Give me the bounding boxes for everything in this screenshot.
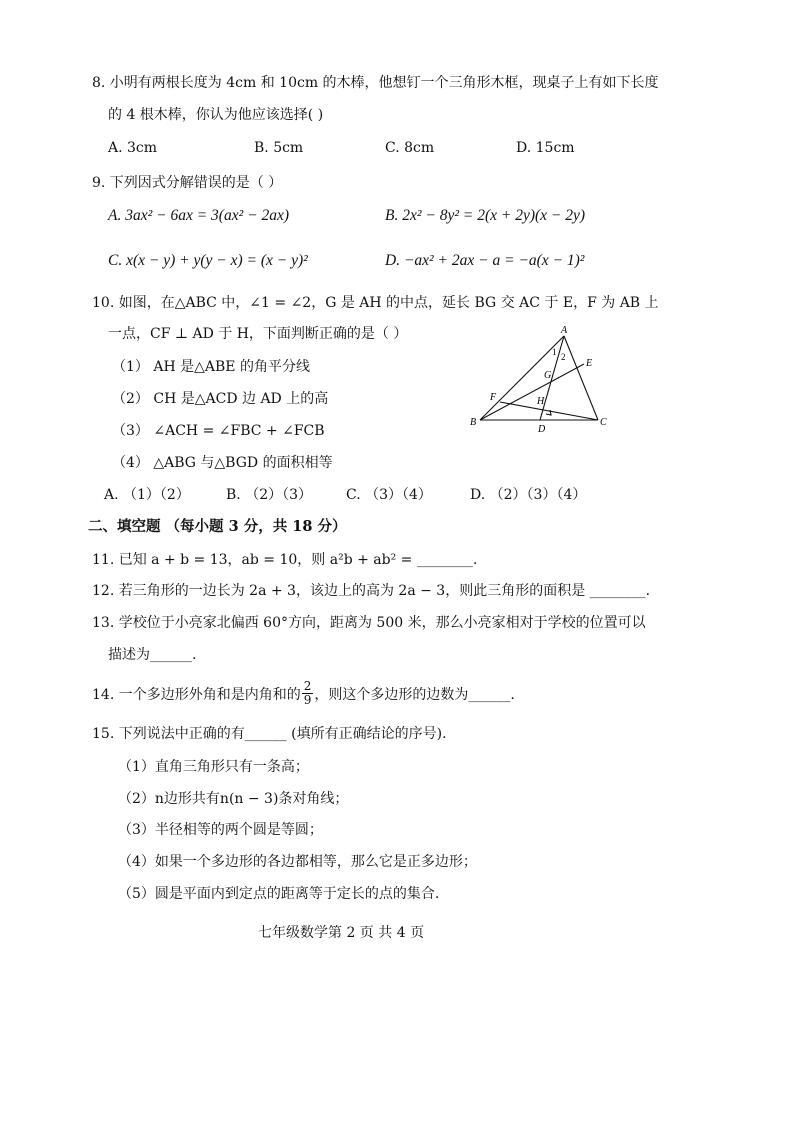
q15-item-1: （1）直角三角形只有一条高；: [118, 759, 309, 775]
q8-option-d: D. 15cm: [516, 140, 575, 156]
q15-stem: 15. 下列说法中正确的有______ (填所有正确结论的序号).: [92, 726, 447, 742]
q14-before: 14. 一个多边形外角和是内角和的: [92, 686, 301, 703]
q13-line2: 描述为______.: [108, 647, 197, 663]
q9-option-c: C. x(x − y) + y(y − x) = (x − y)²: [108, 252, 308, 269]
label-d: D: [538, 424, 546, 435]
q10-line1: 10. 如图，在△ABC 中，∠1 = ∠2，G 是 AH 的中点，延长 BG 交 AC 于 E，F 为 AB 上: [92, 295, 659, 311]
q15-item-4: （4）如果一个多边形的各边都相等，那么它是正多边形；: [118, 854, 477, 870]
q10-option-d: D. （2）（3）（4）: [470, 487, 587, 503]
label-angle-2: 2: [561, 352, 566, 362]
page-footer: 七年级数学第 2 页 共 4 页: [258, 925, 425, 941]
q12: 12. 若三角形的一边长为 2a + 3，该边上的高为 2a − 3，则此三角形的面积是 ________.: [92, 583, 651, 599]
label-a: A: [561, 325, 568, 336]
q8-option-c: C. 8cm: [385, 140, 435, 156]
segment-ac: [564, 336, 598, 420]
q11: 11. 已知 a + b = 13，ab = 10，则 a²b + ab² = ________.: [92, 552, 478, 568]
label-g: G: [544, 370, 552, 381]
segment-cf: [500, 402, 598, 420]
q13-line1: 13. 学校位于小亮家北偏西 60°方向，距离为 500 米，那么小亮家相对于学校的位置可以: [92, 615, 646, 631]
q14-fraction: [302, 680, 314, 707]
q14: [92, 680, 515, 707]
q8-line1: 8. 小明有两根长度为 4cm 和 10cm 的木棒，他想钉一个三角形木框，现桌子上有如下长度: [92, 75, 659, 91]
q14-after: ，则这个多边形的边数为______.: [314, 686, 515, 703]
q10-option-b: B. （2）（3）: [226, 487, 313, 503]
q10-statement-1: （1） AH 是△ABE 的角平分线: [112, 359, 310, 375]
q8-line2: 的 4 根木棒，你认为他应该选择( ): [108, 107, 324, 123]
q10-statement-3: （3） ∠ACH = ∠FBC + ∠FCB: [112, 423, 325, 439]
q9-option-d: D. −ax² + 2ax − a = −a(x − 1)²: [385, 252, 585, 269]
label-b: B: [470, 417, 477, 428]
label-c: C: [600, 417, 607, 428]
label-e: E: [586, 358, 593, 369]
q15-item-5: （5）圆是平面内到定点的距离等于定长的点的集合.: [118, 886, 440, 902]
q15-item-3: （3）半径相等的两个圆是等圆；: [118, 822, 323, 838]
q9-stem: 9. 下列因式分解错误的是（ ）: [92, 175, 283, 191]
section-heading: 二、填空题 （每小题 3 分，共 18 分）: [88, 518, 347, 535]
q15-item-2: （2）n边形共有n(n − 3)条对角线；: [118, 791, 349, 807]
label-angle-1: 1: [552, 347, 557, 357]
q10-option-a: A. （1）（2）: [104, 487, 190, 503]
q8-option-b: B. 5cm: [254, 140, 304, 156]
q10-line2: 一点，CF ⊥ AD 于 H，下面判断正确的是（ ）: [108, 326, 408, 342]
q8-option-a: A. 3cm: [108, 140, 158, 156]
label-f: F: [490, 392, 497, 403]
q10-statement-4: （4） △ABG 与△BGD 的面积相等: [112, 455, 333, 471]
triangle-figure: [460, 322, 620, 442]
q14-denominator: 9: [303, 693, 312, 707]
label-h: H: [537, 396, 545, 407]
q14-numerator: 2: [303, 679, 312, 693]
q10-option-c: C. （3）（4）: [346, 487, 432, 503]
q9-option-b: B. 2x² − 8y² = 2(x + 2y)(x − 2y): [385, 207, 586, 224]
q10-statement-2: （2） CH 是△ACD 边 AD 上的高: [112, 391, 329, 407]
q9-option-a: A. 3ax² − 6ax = 3(ax² − 2ax): [108, 207, 289, 224]
